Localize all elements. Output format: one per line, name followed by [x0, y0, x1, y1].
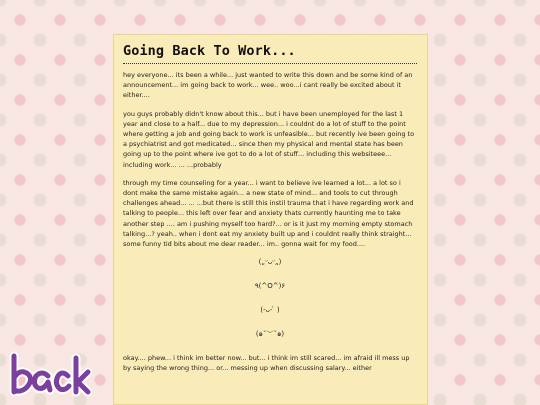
kaomoji-list — [123, 257, 417, 339]
kaomoji-1: („ᵕᴗᵕ„) — [258, 258, 282, 267]
back-logo-icon — [6, 350, 92, 400]
kaomoji-4: (๑˘︶˘๑) — [255, 330, 285, 339]
title-divider — [123, 63, 417, 64]
kaomoji-3: (-ᴗ- ̀ ) — [260, 306, 280, 315]
kaomoji-2: ٩(^O^)۶ — [254, 282, 286, 291]
post-paragraph-closing: okay.... phew... i think im better now... but... i think im still scared... im afraid ill mess up by saying the wrong thing... or... messing up when discussing salary... either — [123, 354, 410, 373]
post-paragraph-3: through my time counseling for a year... i want to believe ive learned a lot... a lot so i dont make the same mistake again... a new state of mind... and tools to cut through challenges ahead... ... ...but there is still this instil trauma that i have regarding work and talking to people... this left over fear and anxiety thats currently haunting me to take another step .... am i pushing myself too hard?... or is it just my morning empty stomach talking...? yeah.. when i dont eat my anxiety built up and i couldnt really think straight... some funny tid bits about me dear reader... im.. gonna wait for my food.... — [123, 178, 414, 249]
post-title: Going Back To Work... — [123, 43, 296, 59]
post-paragraph-2: you guys probably didn't know about this... but i have been unemployed for the last 1 year and close to a half... due to my depression... i couldnt do a lot of stuff to the point where getting a job and going back to work is unfeasible... but recently ive been going to a psychiatrist and got medicated... since then my physical and mental state has been going up to the point where ive got to do a lot of stuff... including this websiteee... including work... ... ...probably — [123, 109, 415, 169]
post-paragraph-1: hey everyone... its been a while... just wanted to write this down and be some kind of an announcement... im going back to work... wee.. woo...i cant really be excited about it either.... — [123, 71, 413, 100]
back-button[interactable] — [6, 350, 92, 400]
blog-post — [113, 34, 428, 405]
